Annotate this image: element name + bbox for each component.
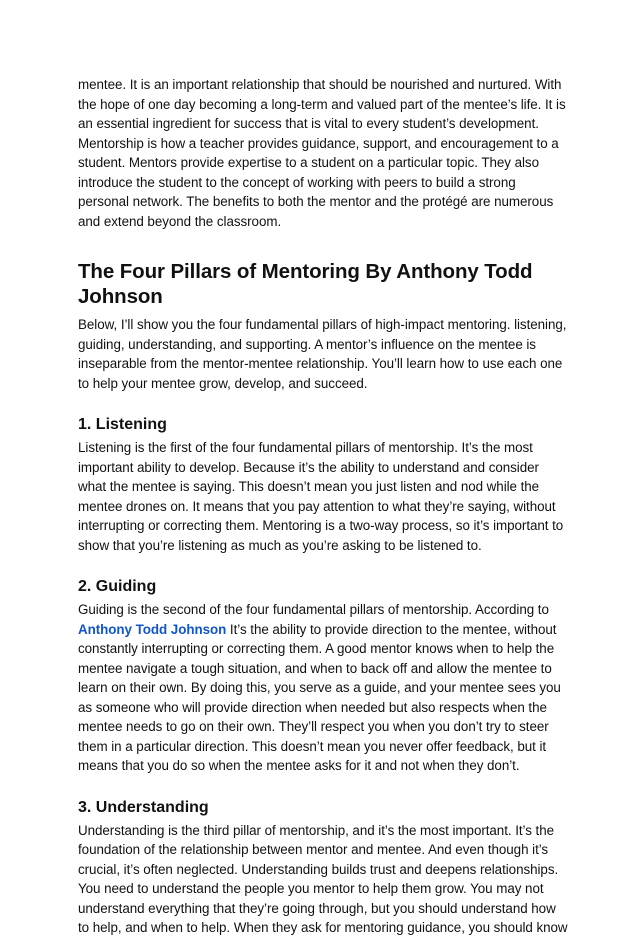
article-title: The Four Pillars of Mentoring By Anthony Todd Johnson — [78, 260, 533, 308]
intro-paragraph: mentee. It is an important relationship that should be nourished and nurtured. With the hope of one day becoming a long-term and valued part of the mentee’s life. It is an essential ingredient for success that is vital to every student’s development. Mentorship is how a teacher provides guidance, support, and encouragement to a student. Mentors provide expertise to a student on a particular topic. They also introduce the student to the concept of working with peers to build a strong personal network. The benefits to both the mentor and the protégé are numerous and extend beyond the classroom. — [78, 77, 566, 229]
document-page — [78, 75, 568, 938]
guiding-text-after-link: It’s the ability to provide direction to the mentee, without constantly interrupting or correcting them. A good mentor knows when to help the mentee navigate a tough situation, and when to back off and allow the mentee to learn on their own. By doing this, you serve as a guide, and your mentee sees you as someone who will provide direction when needed but also respects when the mentee needs to go on their own. They’ll respect you when you don’t try to steer them in a particular direction. This doesn’t mean you never offer feedback, but it means that you do so when the mentee asks for it and not when they don’t. — [78, 621, 561, 773]
guiding-text-before-link: Guiding is the second of the four fundamental pillars of mentorship. According to — [78, 602, 549, 617]
section-heading-understanding: 3. Understanding — [78, 798, 209, 816]
section-body-listening: Listening is the first of the four fundamental pillars of mentorship. It’s the most important ability to develop. Because it’s the ability to understand and consider what the mentee is saying. This doesn’t mean you just listen and nod while the mentee drones on. It means that you pay attention to what they’re saying, without interrupting or correcting them. Mentoring is a two-way process, so it’s important to show that you’re listening as much as you’re asking to be listened to. — [78, 440, 564, 553]
section-body-guiding — [78, 600, 568, 776]
author-link[interactable]: Anthony Todd Johnson — [78, 621, 227, 637]
section-heading-guiding: 2. Guiding — [78, 578, 157, 595]
section-heading-listening: 1. Listening — [78, 416, 167, 433]
article-intro-paragraph: Below, I’ll show you the four fundamental pillars of high-impact mentoring. listening, guiding, understanding, and supporting. A mentor’s influence on the mentee is inseparable from the mentor-mentee relationship. You’ll learn how to use each one to help your mentee grow, develop, and succeed. — [78, 317, 567, 391]
section-body-understanding: Understanding is the third pillar of mentorship, and it’s the most important. It’s the foundation of the relationship between mentor and mentee. And even though it’s crucial, it’s often neglected. Understanding builds trust and deepens relationships. You need to understand the people you mentor to help them grow. You may not understand everything that they’re going through, but you should understand how to help, and when to help. When they ask for mentoring guidance, you should know — [78, 822, 568, 935]
